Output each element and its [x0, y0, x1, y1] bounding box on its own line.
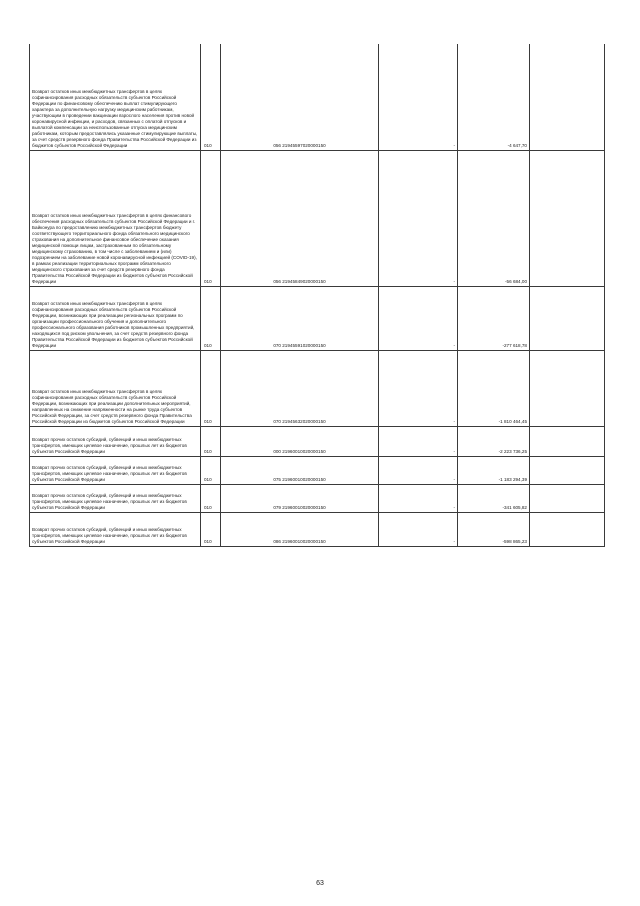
- row-name: Возврат остатков иных межбюджетных трансфертов в целях софинансирования расходных обязательств субъектов Российской Федерации, возникающих при реализации дополнительных мероприятий, направленных на снижение напряженности на рынке труда субъектов Российской Федерации, за счет средств резервного фонда Правительства Российской Федерации из бюджетов субъектов Российской Федерации: [30, 350, 201, 426]
- row-code: 010: [201, 286, 221, 350]
- table-row: [30, 426, 605, 456]
- budget-returns-table: [29, 44, 605, 547]
- row-amount: [458, 456, 530, 484]
- row-budget-code: 079 21960010020000150: [221, 484, 379, 512]
- row-budget-code: 075 21960010020000150: [221, 456, 379, 484]
- table-body: [30, 44, 605, 546]
- row-dash: -: [453, 538, 455, 544]
- row-plan-empty: [379, 512, 458, 546]
- row-plan-empty: [379, 456, 458, 484]
- row-name: Возврат прочих остатков субсидий, субвенций и иных межбюджетных трансфертов, имеющих целевое назначение, прошлых лет из бюджетов субъектов Российской Федерации: [30, 512, 201, 546]
- row-remaining-empty: [530, 426, 605, 456]
- row-name: Возврат прочих остатков субсидий, субвенций и иных межбюджетных трансфертов, имеющих целевое назначение, прошлых лет из бюджетов субъектов Российской Федерации: [30, 484, 201, 512]
- row-budget-code: 086 21960010020000150: [221, 512, 379, 546]
- row-name: Возврат прочих остатков субсидий, субвенций и иных межбюджетных трансфертов, имеющих целевое назначение, прошлых лет из бюджетов субъектов Российской Федерации: [30, 456, 201, 484]
- row-plan-empty: [379, 426, 458, 456]
- row-dash: -: [453, 142, 455, 148]
- page-number: 63: [316, 880, 324, 887]
- row-budget-code: 056 21945597020000150: [221, 44, 379, 150]
- row-code: 010: [201, 512, 221, 546]
- row-code: 010: [201, 456, 221, 484]
- row-plan-empty: [379, 484, 458, 512]
- row-amount-value: -1 810 464,45: [498, 418, 527, 424]
- row-code: 010: [201, 350, 221, 426]
- row-dash: -: [453, 448, 455, 454]
- row-amount-value: -277 618,78: [502, 342, 527, 348]
- row-amount-value: -56 684,00: [505, 278, 527, 284]
- row-amount-value: -2 223 736,25: [498, 448, 527, 454]
- row-dash: -: [453, 476, 455, 482]
- row-remaining-empty: [530, 456, 605, 484]
- row-code: 010: [201, 484, 221, 512]
- table-row: [30, 456, 605, 484]
- row-dash: -: [453, 418, 455, 424]
- row-amount: [458, 512, 530, 546]
- row-plan-empty: [379, 44, 458, 150]
- row-budget-code: 000 21960010020000150: [221, 426, 379, 456]
- row-remaining-empty: [530, 44, 605, 150]
- row-name: Возврат остатков иных межбюджетных трансфертов в целях финансового обеспечения расходных обязательств субъектов Российской Федерации и г. Байконура по предоставлению межбюджетных трансфертов бюджету соответствующего территориального фонда обязательного медицинского страхования на дополнительное финансовое обеспечение оказания медицинской помощи лицам, застрахованным по обязательному медицинскому страхованию, в том числе с заболеванием и (или) подозрением на заболевание новой коронавирусной инфекцией (COVID-19), в рамках реализации территориальных программ обязательного медицинского страхования за счет средств резервного фонда Правительства Российской Федерации из бюджетов субъектов Российской Федерации: [30, 150, 201, 286]
- row-remaining-empty: [530, 512, 605, 546]
- row-code: 010: [201, 426, 221, 456]
- row-budget-code: 056 21945849020000150: [221, 150, 379, 286]
- row-amount: [458, 286, 530, 350]
- row-amount: [458, 426, 530, 456]
- row-remaining-empty: [530, 350, 605, 426]
- row-amount: [458, 44, 530, 150]
- row-amount-value: -4 647,70: [507, 142, 527, 148]
- row-plan-empty: [379, 350, 458, 426]
- row-dash: -: [453, 278, 455, 284]
- table-row: [30, 286, 605, 350]
- table-row: [30, 44, 605, 150]
- row-remaining-empty: [530, 286, 605, 350]
- row-budget-code: 070 21945591020000150: [221, 286, 379, 350]
- row-code: 010: [201, 150, 221, 286]
- row-amount: [458, 150, 530, 286]
- row-remaining-empty: [530, 150, 605, 286]
- table-row: [30, 484, 605, 512]
- row-plan-empty: [379, 286, 458, 350]
- table-row: [30, 512, 605, 546]
- row-name: Возврат остатков иных межбюджетных трансфертов в целях софинансирования расходных обязательств субъектов Российской Федерации, возникающих при реализации региональных программ по организации профессионального обучения и дополнительного профессионального образования работников промышленных предприятий, находящихся под риском увольнения, за счет средств резервного фонда Правительства Российской Федерации из бюджетов субъектов Российской Федерации: [30, 286, 201, 350]
- row-name: Возврат прочих остатков субсидий, субвенций и иных межбюджетных трансфертов, имеющих целевое назначение, прошлых лет из бюджетов субъектов Российской Федерации: [30, 426, 201, 456]
- row-name: Возврат остатков иных межбюджетных трансфертов в целях софинансирования расходных обязательств субъектов Российской Федерации по финансовому обеспечению выплат стимулирующего характера за дополнительную нагрузку медицинским работникам, участвующим в проведении вакцинации взрослого населения против новой коронавирусной инфекции, и расходов, связанных с оплатой отпусков и выплатой компенсации за неиспользованные отпуска медицинским работникам, которым предоставлялись указанные стимулирующие выплаты, за счет средств резервного фонда Правительства Российской Федерации из бюджетов субъектов Российской Федерации: [30, 44, 201, 150]
- row-amount-value: -1 183 294,39: [498, 476, 527, 482]
- table-row: [30, 350, 605, 426]
- row-budget-code: 070 21945632020000150: [221, 350, 379, 426]
- table-row: [30, 150, 605, 286]
- row-code: 010: [201, 44, 221, 150]
- row-remaining-empty: [530, 484, 605, 512]
- row-dash: -: [453, 342, 455, 348]
- row-plan-empty: [379, 150, 458, 286]
- row-amount-value: -598 865,23: [502, 538, 527, 544]
- row-amount: [458, 484, 530, 512]
- row-dash: -: [453, 504, 455, 510]
- row-amount-value: -341 605,82: [502, 504, 527, 510]
- row-amount: [458, 350, 530, 426]
